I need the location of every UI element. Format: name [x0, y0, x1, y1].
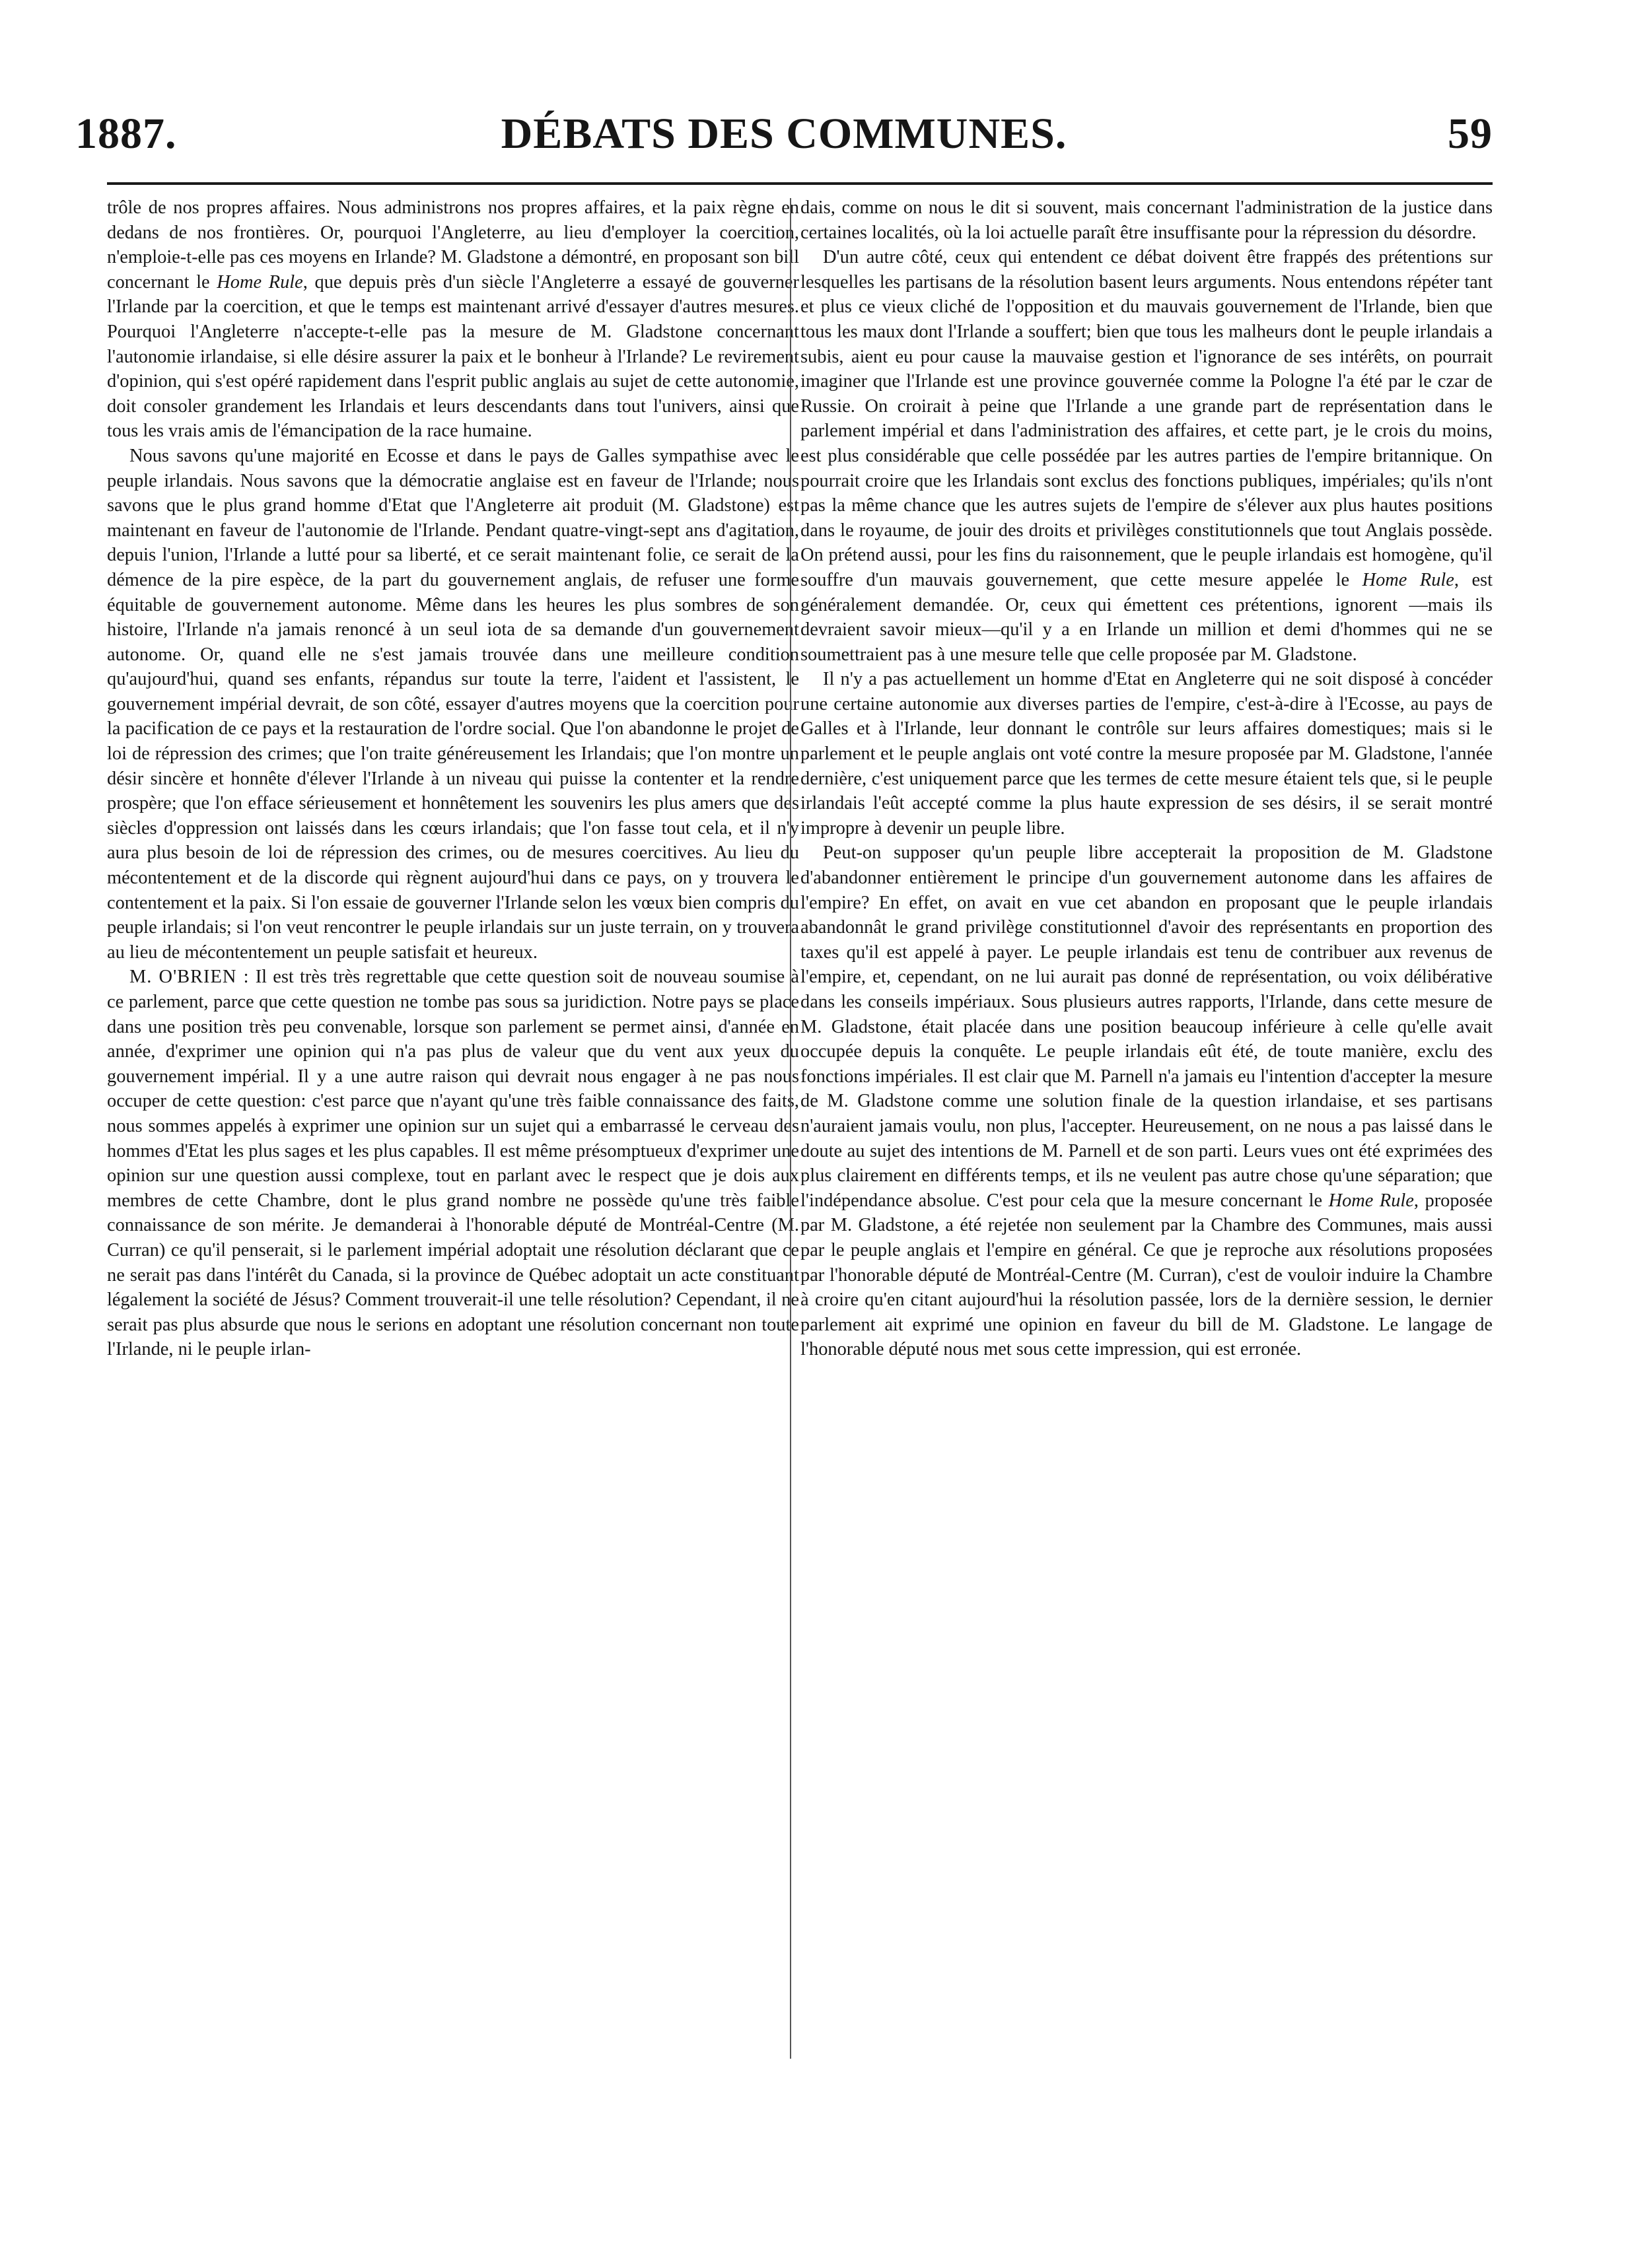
bill-name: Home Rule [1328, 1190, 1414, 1211]
paragraph [800, 841, 1493, 1361]
page-title: DÉBATS DES COMMUNES. [501, 110, 1067, 158]
paragraph-text: , est généralement demandée. Or, ceux qui émettent ces prétentions, ignorent —mais ils devraient savoir mieux—qu'il y a en Irlande un million et demi d'hommes qui ne se soumettraient pas à une mesure telle que celle proposée par M. Gladstone. [800, 569, 1493, 665]
page-year: 1887. [75, 110, 177, 158]
paragraph: Il n'y a pas actuellement un homme d'Etat en Angleterre qui ne soit disposé à concéder une certaine autonomie aux diverses parties de l'empire, c'est-à-dire à l'Ecosse, au pays de Galles et à l'Irlande, leur donnant le contrôle sur leurs affaires domestiques; mais si le parlement et le peuple anglais ont voté contre la mesure proposée par M. Gladstone, l'année dernière, c'est uniquement parce que les termes de cette mesure étaient tels que, si le peuple irlandais l'eût accepté comme la plus haute expression de ses désirs, il se serait montré impropre à devenir un peuple libre. [800, 669, 1493, 839]
paragraph-text: , proposée par M. Gladstone, a été rejetée non seulement par la Chambre des Communes, mais aussi par le peuple anglais et l'empire en général. Ce que je reproche aux résolutions proposées par l'honorable député de Montréal-Centre (M. Curran), c'est de vouloir induire la Chambre à croire qu'en citant aujourd'hui la résolution passée, lors de la dernière session, le dernier parlement ait exprimé une opinion en faveur du bill de M. Gladstone. Le langage de l'honorable député nous met sous cette impression, qui est erronée. [800, 1190, 1493, 1360]
header-rule [107, 182, 1493, 185]
paragraph [107, 965, 799, 1362]
paragraph: Nous savons qu'une majorité en Ecosse et dans le pays de Galles sympathise avec le peuple irlandais. Nous savons que la démocratie anglaise est en faveur de l'Irlande; nous savons que le plus grand homme d'Etat que l'Angleterre ait produit (M. Gladstone) est maintenant en faveur de l'autonomie de l'Irlande. Pendant quatre-vingt-sept ans d'agitation, depuis l'union, l'Irlande a lutté pour sa liberté, et ce serait maintenant folie, ce serait de la démence de la pire espèce, de la part du gouvernement anglais, de refuser une forme équitable de gouvernement autonome. Même dans les heures les plus sombres de son histoire, l'Irlande n'a jamais renoncé à un seul iota de sa demande d'un gouvernement autonome. Or, quand elle ne s'est jamais trouvée dans une meilleure condition qu'aujourd'hui, quand ses enfants, répandus sur toute la terre, l'aident et l'assistent, le gouvernement impérial devrait, de son côté, essayer d'autres moyens que la coercition pour la pacification de ce pays et la restauration de l'ordre social. Que l'on abandonne le projet de loi de répression des crimes; que l'on traite généreusement les Irlandais; que l'on montre un désir sincère et honnête d'élever l'Irlande à un niveau qui puisse la contenter et la rendre prospère; que l'on efface sérieusement et honnêtement les souvenirs les plus amers que des siècles d'oppression ont laissés dans les cœurs irlandais; que l'on fasse tout cela, et il n'y aura plus besoin de loi de répression des crimes, ou de mesures coercitives. Au lieu du mécontentement et de la discorde qui règnent aujourd'hui dans ce pays, on y trouvera le contentement et la paix. Si l'on essaie de gouverner l'Irlande selon les vœux bien compris du peuple irlandais; si l'on veut rencontrer le peuple irlandais sur un juste terrain, on y trouvera au lieu de mécontentement un peuple satisfait et heureux. [107, 445, 799, 963]
paragraph [800, 245, 1493, 667]
paragraph-text: Peut-on supposer qu'un peuple libre accepterait la proposition de M. Gladstone d'abandonner entièrement le principe d'un gouvernement autonome dans les affaires de l'empire? En effet, on avait en vue cet abandon en proposant que le peuple irlandais abandonnât le grand privilège constitutionnel d'avoir des représentants en proportion des taxes qu'il est appelé à payer. Le peuple irlandais est tenu de contribuer aux revenus de l'empire, et, cependant, on ne lui aurait pas donné de représentation, ou voix délibérative dans les conseils impériaux. Sous plusieurs autres rapports, l'Irlande, dans cette mesure de M. Gladstone, était placée dans une position beaucoup inférieure à celle qu'elle avait occupée depuis la conquête. Le peuple irlandais eût été, de toute manière, exclu des fonctions impériales. Il est clair que M. Parnell n'a jamais eu l'intention d'accepter la mesure de M. Gladstone comme une solution finale de la question irlandaise, et ses partisans n'auraient jamais voulu, non plus, l'accepter. Heureusement, on ne nous a pas laissé dans le doute au sujet des intentions de M. Parnell et de son parti. Leurs vues ont été exprimées des plus clairement en différents temps, et ils ne veulent pas autre chose qu'une séparation; que l'indépendance absolue. C'est pour cela que la mesure concernant le [800, 842, 1493, 1211]
speaker-name: M. O'BRIEN : [129, 967, 250, 988]
right-column [800, 195, 1493, 1362]
paragraph-text: D'un autre côté, ceux qui entendent ce débat doivent être frappés des prétentions sur lesquelles les partisans de la résolution basent leurs arguments. Nous entendons répéter tant et plus ce vieux cliché de l'opposition et du mauvais gouvernement de l'Irlande, bien que tous les maux dont l'Irlande a souffert; bien que tous les malheurs dont le peuple irlandais a subis, aient eu pour cause la mauvaise gestion et l'ignorance de ses intérêts, on pourrait imaginer que l'Irlande est une province gouvernée comme la Pologne l'a été par le czar de Russie. On croirait à peine que l'Irlande a une grande part de représentation dans le parlement impérial et dans l'administration des affaires, et cette part, je le crois du moins, est plus considérable que celle possédée par les autres parties de l'empire britannique. On pourrait croire que les Irlandais sont exclus des fonctions publiques, impériales; qu'ils n'ont pas la même chance que les autres sujets de l'empire de s'élever aux plus hautes positions dans le royaume, de jouir des droits et privilèges constitutionnels que tout Anglais possède. On prétend aussi, pour les fins du raisonnement, que le peuple irlandais est homogène, qu'il souffre d'un mauvais gouvernement, que cette mesure appelée le [800, 247, 1493, 590]
page-number: 59 [1448, 110, 1493, 158]
paragraph-text: Il est très très regrettable que cette question soit de nouveau soumise à ce parlement, parce que cette question ne tombe pas sous sa juridiction. Notre pays se place dans une position très peu convenable, lorsque son parlement se permet ainsi, d'année en année, d'exprimer une opinion qui n'a pas plus de valeur que du vent aux yeux du gouvernement impérial. Il y a une autre raison qui devrait nous engager à ne pas nous occuper de cette question: c'est parce que n'ayant qu'une très faible connaissance des faits, nous sommes appelés à exprimer une opinion sur un sujet qui a embarrassé le cerveau des hommes d'Etat les plus sages et les plus capables. Il est même présomptueux d'exprimer une opinion sur une question aussi complexe, tout en parlant avec le respect que je dois aux membres de cette Chambre, dont le plus grand nombre ne possède qu'une très faible connaissance de son mérite. Je demanderai à l'honorable député de Montréal-Centre (M. Curran) ce qu'il penserait, si le parlement impérial adoptait une résolution déclarant que ce ne serait pas dans l'intérêt du Canada, si la province de Québec adoptait un acte constituant légalement la société de Jésus? Comment trouverait-il une telle résolution? Cependant, il ne serait pas plus absurde que nous le serions en adoptant une résolution concernant non toute l'Irlande, ni le peuple irlan- [107, 967, 799, 1360]
left-column [107, 195, 799, 1362]
page-header [75, 99, 1493, 165]
paragraph [107, 195, 799, 444]
paragraph-text: , que depuis près d'un siècle l'Angleterre a essayé de gouverner l'Irlande par la coercition, et que le temps est maintenant arrivé d'essayer d'autres mesures. Pourquoi l'Angleterre n'accepte-t-elle pas la mesure de M. Gladstone concernant l'autonomie irlandaise, si elle désire assurer la paix et le bonheur à l'Irlande? Le revirement d'opinion, qui s'est opéré rapidement dans l'esprit public anglais au sujet de cette autonomie, doit consoler grandement les Irlandais et leurs descendants dans tout l'univers, ainsi que tous les vrais amis de l'émancipation de la race humaine. [107, 271, 799, 442]
bill-name: Home Rule [1362, 569, 1454, 590]
column-divider [790, 198, 791, 2059]
bill-name: Home Rule [217, 271, 303, 292]
paragraph: dais, comme on nous le dit si souvent, mais concernant l'administration de la justice dans certaines localités, où la loi actuelle paraît être insuffisante pour la répression du désordre. [800, 197, 1493, 243]
paragraph-text: trôle de nos propres affaires. Nous administrons nos propres affaires, et la paix règne en dedans de nos frontières. Or, pourquoi l'Angleterre, au lieu d'employer la coercition, n'emploie-t-elle pas ces moyens en Irlande? M. Gladstone a démontré, en proposant son bill concernant le [107, 197, 799, 292]
